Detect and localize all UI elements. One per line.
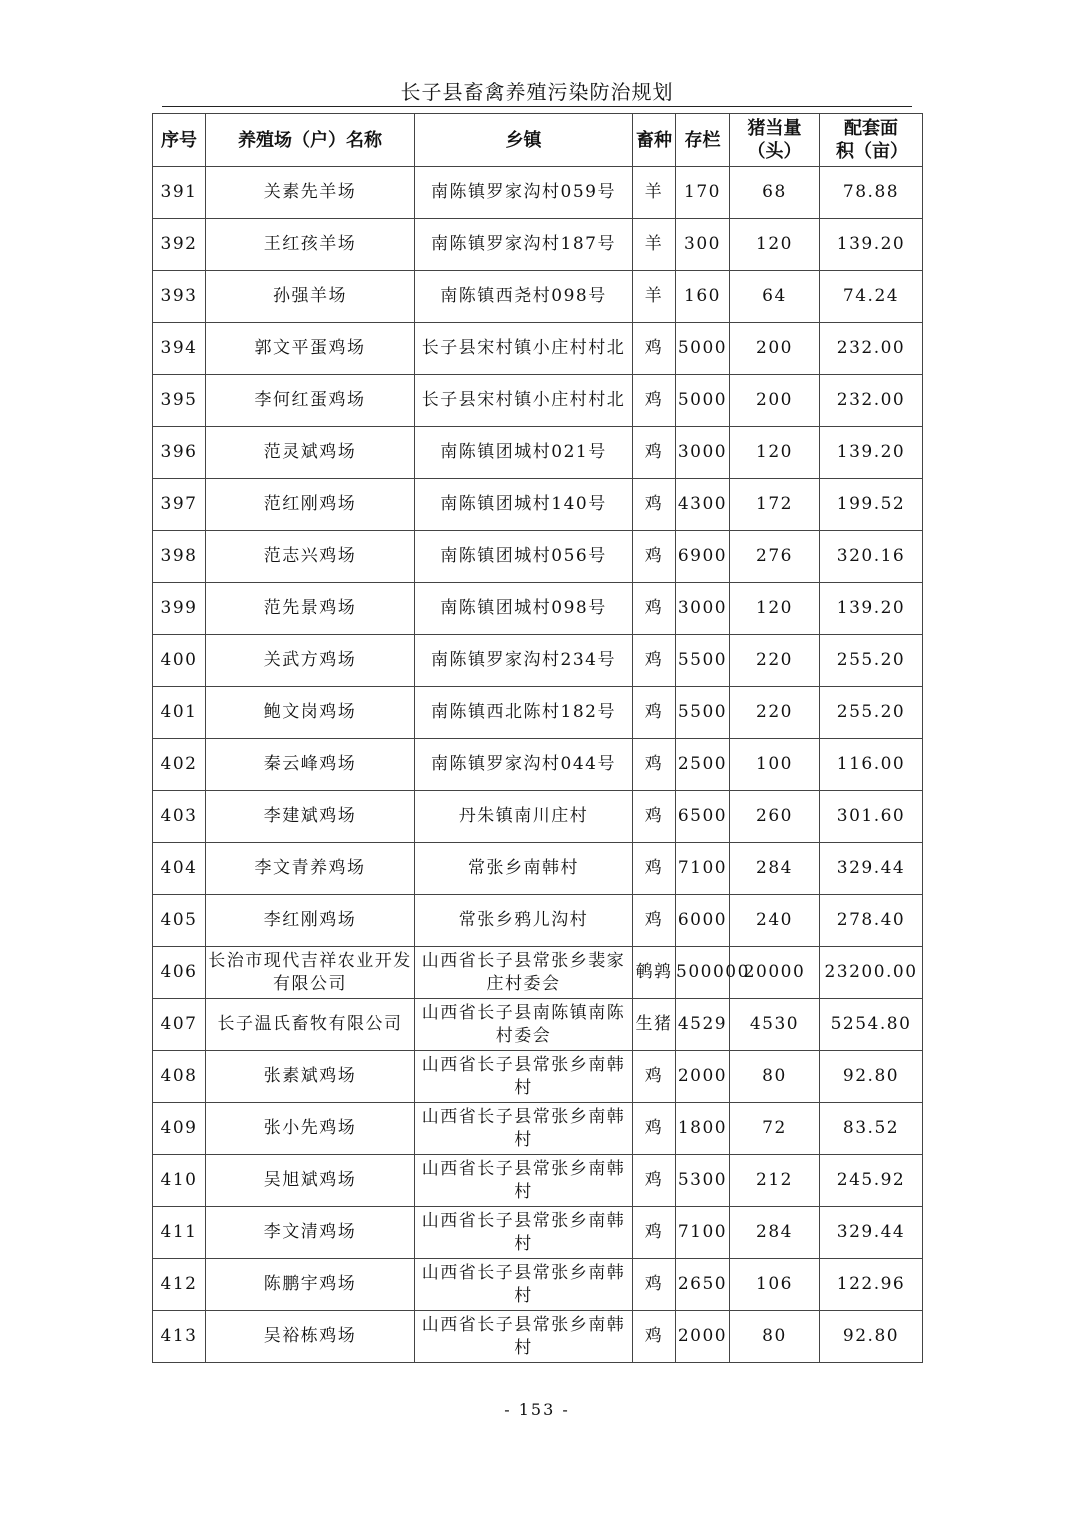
supporting-area: 255.20 [820,635,923,687]
farm-name: 范先景鸡场 [206,583,415,635]
stock: 160 [676,271,730,323]
stock: 4529 [676,999,730,1051]
row-index: 393 [153,271,206,323]
town: 山西省长子县常张乡南韩村 [415,1051,633,1103]
pig-equivalent: 64 [730,271,820,323]
town: 南陈镇团城村021号 [415,427,633,479]
pig-equivalent: 200 [730,323,820,375]
supporting-area: 116.00 [820,739,923,791]
farm-name: 长治市现代吉祥农业开发有限公司 [206,947,415,999]
town: 南陈镇罗家沟村187号 [415,219,633,271]
farm-name: 李文青养鸡场 [206,843,415,895]
row-index: 392 [153,219,206,271]
row-index: 398 [153,531,206,583]
row-index: 401 [153,687,206,739]
stock: 1800 [676,1103,730,1155]
row-index: 396 [153,427,206,479]
farm-name: 王红孩羊场 [206,219,415,271]
table-row [153,427,923,479]
stock: 6000 [676,895,730,947]
table-row [153,479,923,531]
farm-name: 陈鹏宇鸡场 [206,1259,415,1311]
farm-name: 郭文平蛋鸡场 [206,323,415,375]
header-index: 序号 [153,114,206,167]
table-row [153,1051,923,1103]
stock: 5000 [676,375,730,427]
species: 鸡 [633,531,676,583]
species: 鸡 [633,1311,676,1363]
row-index: 400 [153,635,206,687]
pig-equivalent: 212 [730,1155,820,1207]
table-row [153,635,923,687]
row-index: 406 [153,947,206,999]
supporting-area: 83.52 [820,1103,923,1155]
stock: 2650 [676,1259,730,1311]
town: 南陈镇团城村098号 [415,583,633,635]
row-index: 399 [153,583,206,635]
row-index: 409 [153,1103,206,1155]
species: 鸡 [633,739,676,791]
pig-equivalent: 68 [730,167,820,219]
supporting-area: 329.44 [820,843,923,895]
farm-name: 范灵斌鸡场 [206,427,415,479]
row-index: 397 [153,479,206,531]
row-index: 391 [153,167,206,219]
stock: 5000 [676,323,730,375]
row-index: 413 [153,1311,206,1363]
supporting-area: 278.40 [820,895,923,947]
species: 鸡 [633,895,676,947]
farm-name: 张小先鸡场 [206,1103,415,1155]
pig-equivalent: 120 [730,219,820,271]
town: 山西省长子县南陈镇南陈村委会 [415,999,633,1051]
pig-equivalent: 220 [730,687,820,739]
stock: 500000 [676,947,730,999]
header-supporting-area: 配套面积（亩） [820,114,923,167]
stock: 7100 [676,1207,730,1259]
stock: 3000 [676,427,730,479]
species: 鸡 [633,635,676,687]
stock: 4300 [676,479,730,531]
stock: 7100 [676,843,730,895]
town: 南陈镇团城村056号 [415,531,633,583]
supporting-area: 139.20 [820,583,923,635]
farm-table [152,113,923,1363]
stock: 2500 [676,739,730,791]
town: 常张乡鸦儿沟村 [415,895,633,947]
species: 鸡 [633,427,676,479]
stock: 170 [676,167,730,219]
pig-equivalent: 240 [730,895,820,947]
farm-name: 关素先羊场 [206,167,415,219]
table-row [153,1311,923,1363]
species: 鸡 [633,583,676,635]
stock: 2000 [676,1311,730,1363]
pig-equivalent: 260 [730,791,820,843]
pig-equivalent: 276 [730,531,820,583]
table-row [153,1155,923,1207]
stock: 3000 [676,583,730,635]
farm-name: 李红刚鸡场 [206,895,415,947]
row-index: 411 [153,1207,206,1259]
stock: 300 [676,219,730,271]
species: 鸡 [633,479,676,531]
supporting-area: 199.52 [820,479,923,531]
row-index: 410 [153,1155,206,1207]
supporting-area: 122.96 [820,1259,923,1311]
table-row [153,219,923,271]
supporting-area: 5254.80 [820,999,923,1051]
town: 南陈镇西北陈村182号 [415,687,633,739]
farm-name: 秦云峰鸡场 [206,739,415,791]
town: 长子县宋村镇小庄村村北 [415,375,633,427]
pig-equivalent: 284 [730,1207,820,1259]
row-index: 394 [153,323,206,375]
supporting-area: 78.88 [820,167,923,219]
town: 山西省长子县常张乡南韩村 [415,1259,633,1311]
species: 鸡 [633,1051,676,1103]
farm-name: 李何红蛋鸡场 [206,375,415,427]
stock: 5500 [676,687,730,739]
town: 山西省长子县常张乡南韩村 [415,1103,633,1155]
town: 山西省长子县常张乡南韩村 [415,1207,633,1259]
species: 鸡 [633,1103,676,1155]
table-header-row [153,114,923,167]
farm-name: 范红刚鸡场 [206,479,415,531]
table-row [153,583,923,635]
pig-equivalent: 20000 [730,947,820,999]
town: 丹朱镇南川庄村 [415,791,633,843]
table-row [153,739,923,791]
town: 南陈镇罗家沟村044号 [415,739,633,791]
town: 山西省长子县常张乡南韩村 [415,1155,633,1207]
table-row [153,947,923,999]
table-row [153,323,923,375]
pig-equivalent: 72 [730,1103,820,1155]
row-index: 404 [153,843,206,895]
supporting-area: 92.80 [820,1311,923,1363]
row-index: 405 [153,895,206,947]
table-row [153,843,923,895]
supporting-area: 74.24 [820,271,923,323]
pig-equivalent: 220 [730,635,820,687]
species: 鸡 [633,375,676,427]
town: 山西省长子县常张乡裴家庄村委会 [415,947,633,999]
table-row [153,531,923,583]
farm-name: 孙强羊场 [206,271,415,323]
supporting-area: 245.92 [820,1155,923,1207]
town: 南陈镇团城村140号 [415,479,633,531]
table-row [153,1259,923,1311]
farm-name: 长子温氏畜牧有限公司 [206,999,415,1051]
pig-equivalent: 80 [730,1051,820,1103]
row-index: 395 [153,375,206,427]
species: 鸡 [633,323,676,375]
town: 山西省长子县常张乡南韩村 [415,1311,633,1363]
species: 鸡 [633,1155,676,1207]
stock: 6500 [676,791,730,843]
table-row [153,791,923,843]
species: 鸡 [633,1259,676,1311]
town: 南陈镇西尧村098号 [415,271,633,323]
stock: 2000 [676,1051,730,1103]
town: 长子县宋村镇小庄村村北 [415,323,633,375]
farm-name: 范志兴鸡场 [206,531,415,583]
supporting-area: 232.00 [820,375,923,427]
stock: 5300 [676,1155,730,1207]
pig-equivalent: 100 [730,739,820,791]
page-header-title: 长子县畜禽养殖污染防治规划 [400,80,674,104]
species: 鸡 [633,843,676,895]
pig-equivalent: 106 [730,1259,820,1311]
header-stock: 存栏 [676,114,730,167]
farm-name: 鲍文岗鸡场 [206,687,415,739]
stock: 6900 [676,531,730,583]
species: 羊 [633,271,676,323]
supporting-area: 320.16 [820,531,923,583]
pig-equivalent: 80 [730,1311,820,1363]
row-index: 402 [153,739,206,791]
pig-equivalent: 120 [730,427,820,479]
species: 鸡 [633,1207,676,1259]
species: 羊 [633,167,676,219]
table-row [153,895,923,947]
table-row [153,167,923,219]
species: 鹌鹑 [633,947,676,999]
table-row [153,271,923,323]
table-row [153,375,923,427]
header-pig-equivalent: 猪当量（头） [730,114,820,167]
farm-name: 张素斌鸡场 [206,1051,415,1103]
farm-name: 李文清鸡场 [206,1207,415,1259]
header-farm-name: 养殖场（户）名称 [206,114,415,167]
town: 常张乡南韩村 [415,843,633,895]
row-index: 407 [153,999,206,1051]
page-number: - 153 - [504,1400,570,1419]
pig-equivalent: 172 [730,479,820,531]
supporting-area: 92.80 [820,1051,923,1103]
table-row [153,1103,923,1155]
farm-name: 李建斌鸡场 [206,791,415,843]
supporting-area: 139.20 [820,427,923,479]
farm-name: 关武方鸡场 [206,635,415,687]
table-row [153,687,923,739]
pig-equivalent: 200 [730,375,820,427]
header-town: 乡镇 [415,114,633,167]
table-row [153,1207,923,1259]
row-index: 403 [153,791,206,843]
supporting-area: 255.20 [820,687,923,739]
row-index: 412 [153,1259,206,1311]
farm-name: 吴裕栋鸡场 [206,1311,415,1363]
pig-equivalent: 120 [730,583,820,635]
supporting-area: 139.20 [820,219,923,271]
species: 羊 [633,219,676,271]
species: 鸡 [633,687,676,739]
species: 鸡 [633,791,676,843]
header-species: 畜种 [633,114,676,167]
pig-equivalent: 4530 [730,999,820,1051]
supporting-area: 329.44 [820,1207,923,1259]
supporting-area: 23200.00 [820,947,923,999]
pig-equivalent: 284 [730,843,820,895]
species: 生猪 [633,999,676,1051]
supporting-area: 232.00 [820,323,923,375]
town: 南陈镇罗家沟村059号 [415,167,633,219]
farm-name: 吴旭斌鸡场 [206,1155,415,1207]
stock: 5500 [676,635,730,687]
row-index: 408 [153,1051,206,1103]
town: 南陈镇罗家沟村234号 [415,635,633,687]
supporting-area: 301.60 [820,791,923,843]
header-rule [162,106,912,107]
table-row [153,999,923,1051]
